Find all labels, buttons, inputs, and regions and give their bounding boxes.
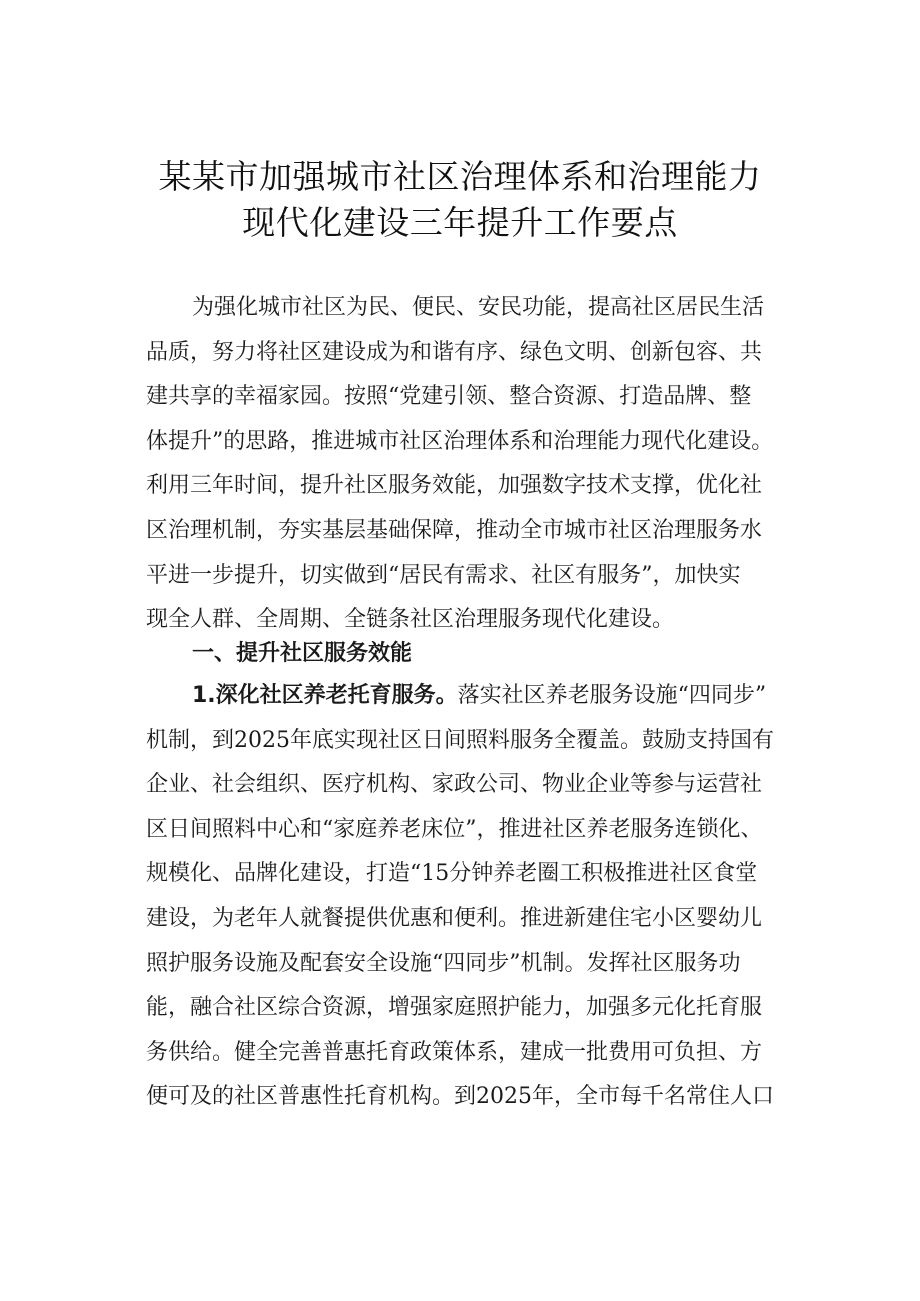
paragraph-line: 利用三年时间，提升社区服务效能，加强数字技术支撑，优化社 (146, 473, 763, 499)
paragraph-line: 现全人群、全周期、全链条社区治理服务现代化建设。 (146, 607, 675, 633)
paragraph-line: 建设，为老年人就餐提供优惠和便利。推进新建住宅小区婴幼儿 (146, 905, 763, 931)
document-title-line-1: 某某市加强城市社区治理体系和治理能力 (158, 157, 762, 196)
section-heading-1: 一、提升社区服务效能 (192, 641, 413, 666)
paragraph-line: 企业、社会组织、医疗机构、家政公司、物业企业等参与运营社 (146, 772, 763, 798)
paragraph-line: 平进一步提升，切实做到“居民有需求、社区有服务”，加快实 (146, 562, 741, 588)
item-1-lead: 1.深化社区养老托育服务。 (192, 683, 458, 708)
paragraph-line: 体提升”的思路，推进城市社区治理体系和治理能力现代化建设。 (146, 428, 774, 454)
paragraph-line: 品质，努力将社区建设成为和谐有序、绿色文明、创新包容、共 (146, 339, 763, 365)
paragraph-line: 为强化城市社区为民、便民、安民功能，提高社区居民生活 (192, 295, 765, 320)
paragraph-line: 区日间照料中心和“家庭养老床位”，推进社区养老服务连锁化、 (146, 816, 763, 842)
paragraph-line: 机制，到2025年底实现社区日间照料服务全覆盖。鼓励支持国有 (146, 727, 774, 753)
item-1-paragraph (146, 674, 806, 1120)
paragraph-line: 照护服务设施及配套安全设施“四同步”机制。发挥社区服务功 (146, 950, 741, 976)
paragraph-line (146, 674, 806, 719)
paragraph-line: 便可及的社区普惠性托育机构。到2025年，全市每千名常住人口 (146, 1084, 774, 1110)
intro-paragraph (146, 286, 806, 643)
item-1-first-line-rest: 落实社区养老服务设施“四同步” (457, 683, 767, 708)
paragraph-line: 务供给。健全完善普惠托育政策体系，建成一批费用可负担、方 (146, 1039, 763, 1065)
document-title-line-2: 现代化建设三年提升工作要点 (242, 203, 678, 242)
paragraph-line: 能，融合社区综合资源，增强家庭照护能力，加强多元化托育服 (146, 995, 763, 1021)
paragraph-line: 规模化、品牌化建设，打造“15分钟养老圈工积极推进社区食堂 (146, 861, 758, 887)
paragraph-line: 建共享的幸福家园。按照“党建引领、整合资源、打造品牌、整 (146, 384, 752, 410)
paragraph-line: 区治理机制，夯实基层基础保障，推动全市城市社区治理服务水 (146, 517, 763, 543)
